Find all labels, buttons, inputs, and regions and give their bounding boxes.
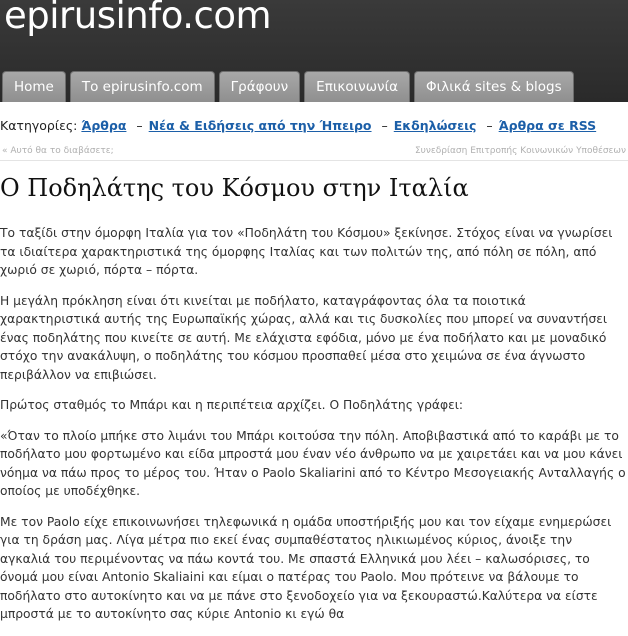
post-paragraph: Με τον Paolo είχε επικοινωνήσει τηλεφωνικά η ομάδα υποστήριξής μου και τον είχαμε ενημερώσει για τη δράση μας. Λίγα μέτρα πιο εκεί ένας συμπαθέστατος ηλικιωμένος κύριος, άνοιξε την αγκαλιά του περιμένοντας να πάω κοντά του. Με σπαστά Ελληνικά μου λέει – καλωσόρισες, το όνομά μου είναι Antonio Skaliaini και είμαι ο πατέρας του Paolo. Μου πρότεινε να βάλουμε το ποδήλατο στο αυτοκίνητο και να με πάνε στο ξενοδοχείο για να ξεκουραστώ.Καλύτερα να είστε μπροστά με το αυτοκίνητο σας κύριε Antonio κι εγώ θα <box>0 514 612 621</box>
categories-bar <box>0 118 628 133</box>
category-separator: – <box>136 118 143 133</box>
post-paragraph: Το ταξίδι στην όμορφη Ιταλία για τον «Ποδηλάτη του Κόσμου» ξεκίνησε. Στόχος είναι να γνωρίσει τα ιδιαίτερα χαρακτηριστικά της όμορφης Ιταλίας και των πολιτών της, από πόλη σε πόλη, από χωριό σε χωριό, πόρτα – πόρτα. <box>0 226 613 277</box>
tab-contact[interactable]: Επικοινωνία <box>304 71 410 102</box>
tab-authors[interactable]: Γράφουν <box>219 71 301 102</box>
post-paragraph: «Όταν το πλοίο μπήκε στο λιμάνι του Μπάρι κοιτούσα την πόλη. Αποβιβαστικά από το καράβι με το ποδήλατο μου φορτωμένο και είδα μπροστά μου έναν νέο άνθρωπο να με χαιρετάει και να μου κάνει νόημα να πάω προς το μέρος του. Ήταν ο Paolo Skaliarini από το Κέντρο Μεσογειακής Ανταλλαγής ο οποίος με υποδέχθηκε. <box>0 428 626 498</box>
post-paragraph: Η μεγάλη πρόκληση είναι ότι κινείται με ποδήλατο, καταγράφοντας όλα τα ποιοτικά χαρακτηριστικά αυτής της Ευρωπαϊκής χώρας, αλλά και τις δυσκολίες που μπορεί να συναντήσει ένας ποδηλάτης που κινείτε σε αυτή. Με ελάχιστα εφόδια, μόνο με ένα ποδήλατο και με μοναδικό στόχο την ανακάλυψη, ο ποδηλάτης του κόσμου προσπαθεί μέσα στο χειμώνα σε ένα άγνωστο περιβάλλον να επιβιώσει. <box>0 293 608 382</box>
post-content <box>0 224 626 636</box>
tab-home[interactable]: Home <box>2 71 66 102</box>
category-link-news[interactable]: Νέα & Ειδήσεις από την Ήπειρο <box>148 118 372 133</box>
previous-post-link[interactable]: « Αυτό θα το διαβάσετε; <box>2 146 114 156</box>
main-nav <box>0 71 574 102</box>
tab-friendly-sites[interactable]: Φιλικά sites & blogs <box>414 71 574 102</box>
site-title[interactable]: epirusinfo.com <box>4 0 271 37</box>
post-navigation <box>0 146 628 161</box>
post-title: Ο Ποδηλάτης του Κόσμου στην Ιταλία <box>0 174 469 202</box>
post-paragraph: Πρώτος σταθμός το Μπάρι και η περιπέτεια αρχίζει. Ο Ποδηλάτης γράφει: <box>0 398 464 412</box>
category-separator: – <box>486 118 493 133</box>
category-link-articles[interactable]: Άρθρα <box>81 118 127 133</box>
category-separator: – <box>381 118 388 133</box>
category-link-events[interactable]: Εκδηλώσεις <box>393 118 477 133</box>
category-link-rss[interactable]: Άρθρα σε RSS <box>498 118 597 133</box>
categories-label: Κατηγορίες: <box>0 118 78 133</box>
site-header <box>0 0 628 102</box>
tab-about[interactable]: Το epirusinfo.com <box>70 71 215 102</box>
next-post-link[interactable]: Συνεδρίαση Επιτροπής Κοινωνικών Υποθέσεων <box>414 146 626 156</box>
